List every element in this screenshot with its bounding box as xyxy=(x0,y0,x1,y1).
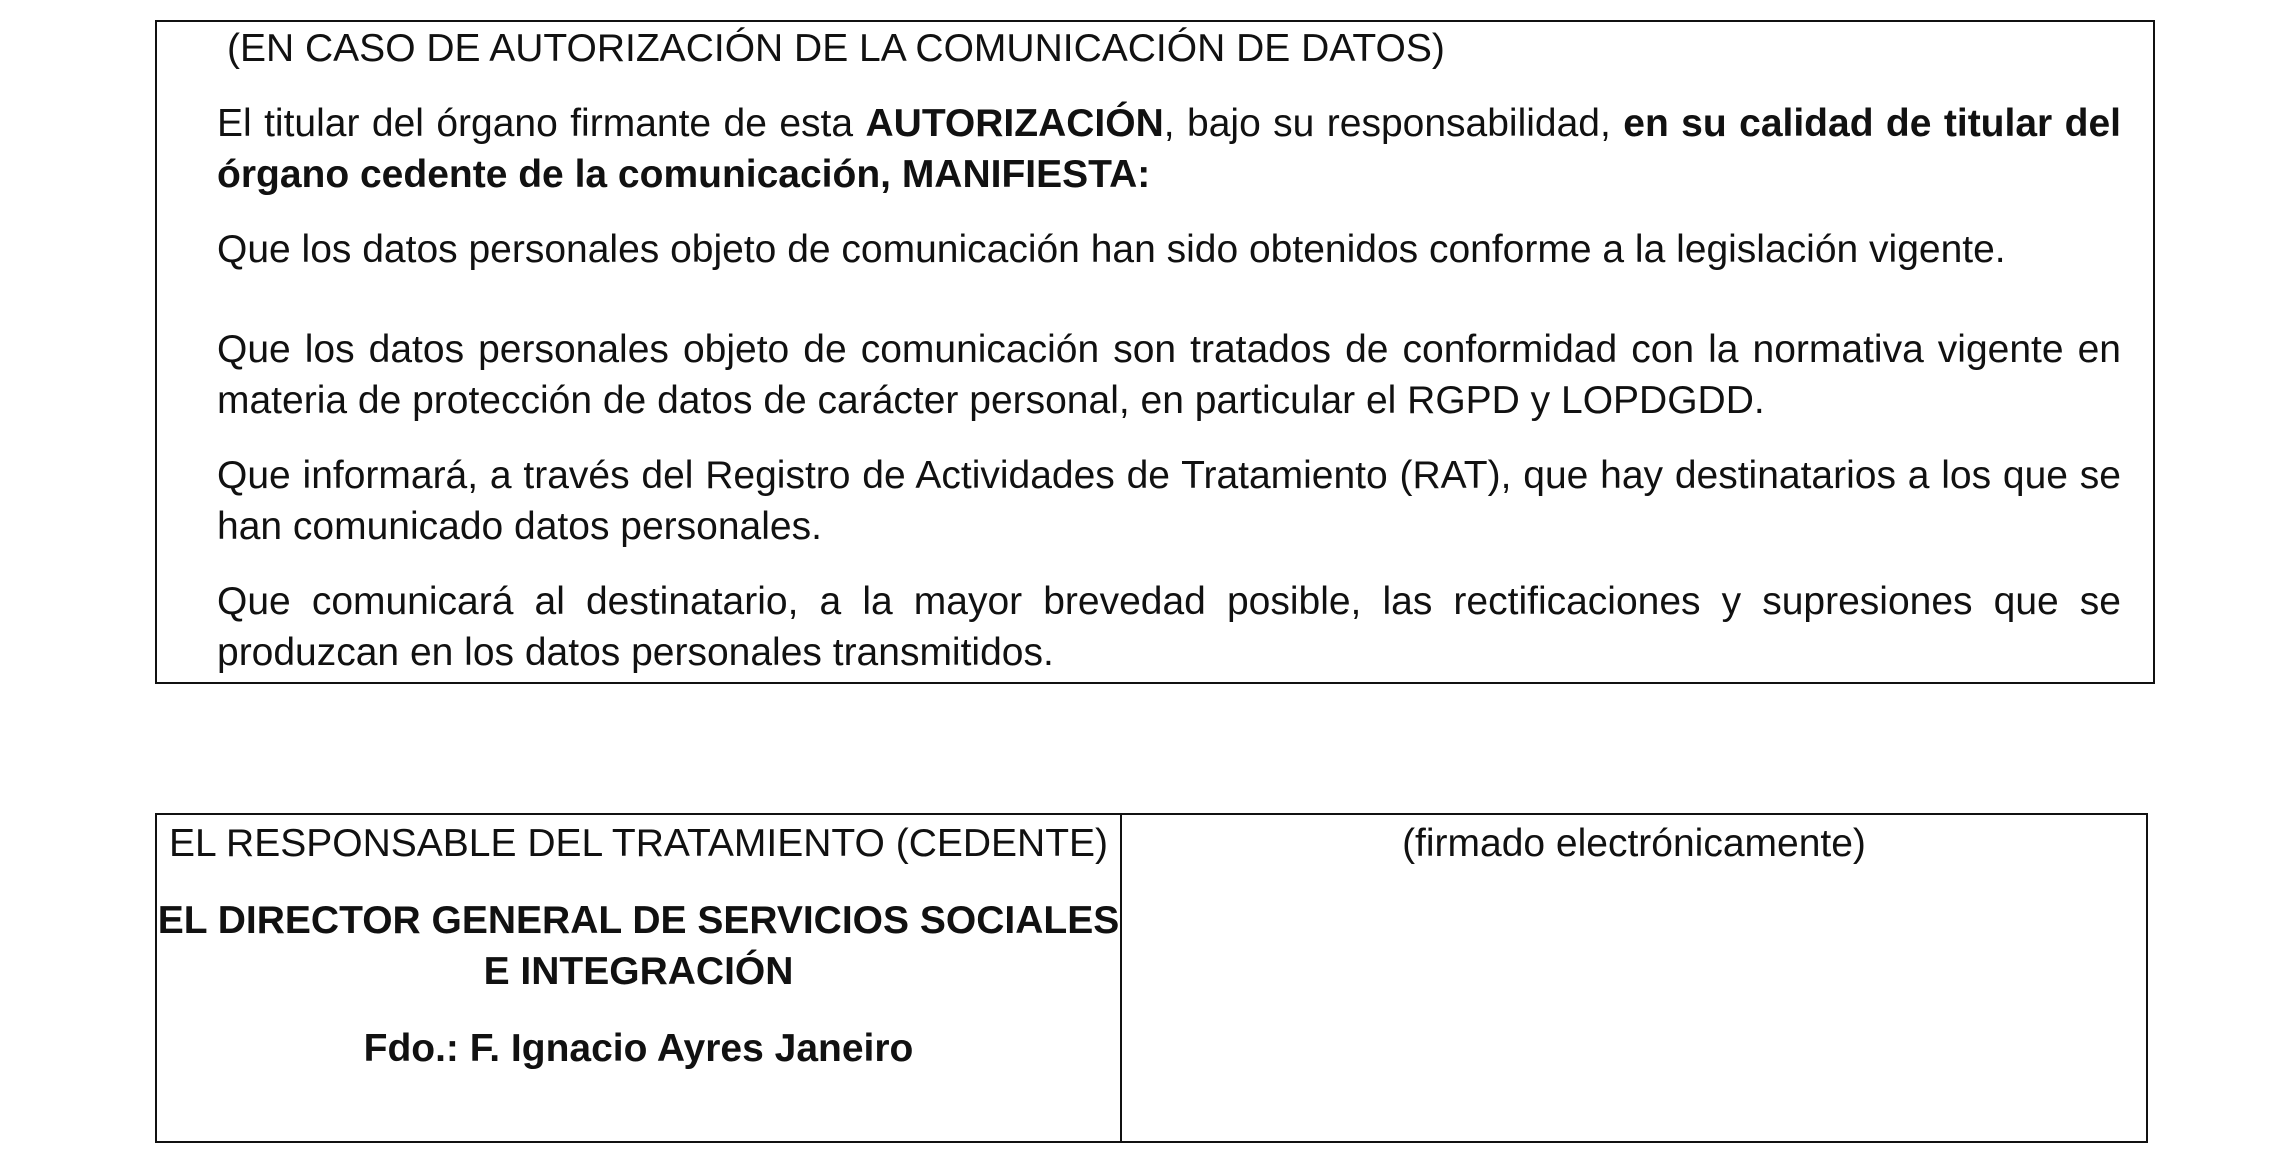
intro-paragraph xyxy=(217,98,2121,200)
electronic-signature-note: (firmado electrónicamente) xyxy=(1402,822,1866,865)
statement-paragraph: Que los datos personales objeto de comunicación han sido obtenidos conforme a la legislación vigente. xyxy=(217,228,2006,271)
signature-cell xyxy=(1121,814,2147,1142)
signatory-name: Fdo.: F. Ignacio Ayres Janeiro xyxy=(363,1027,914,1070)
statement-paragraph: Que los datos personales objeto de comunicación son tratados de conformidad con la normativa vigente en materia de protección de datos de carácter personal, en particular el RGPD y LOPDGDD. xyxy=(217,328,2121,422)
director-title: EL DIRECTOR GENERAL DE SERVICIOS SOCIALES E INTEGRACIÓN xyxy=(157,899,1120,993)
responsible-role: EL RESPONSABLE DEL TRATAMIENTO (CEDENTE) xyxy=(168,822,1109,865)
statement-paragraph: Que informará, a través del Registro de Actividades de Tratamiento (RAT), que hay destinatarios a los que se han comunicado datos personales. xyxy=(217,454,2121,548)
intro-bold-manifiesta: en su calidad de titular del órgano cedente de la comunicación, MANIFIESTA: xyxy=(217,102,2121,196)
intro-bold-authorization: AUTORIZACIÓN xyxy=(865,102,1164,145)
intro-text-2: , bajo su responsabilidad, xyxy=(1163,102,1624,145)
signature-table xyxy=(155,813,2148,1143)
intro-text-1: El titular del órgano firmante de esta xyxy=(217,102,866,145)
signatory-cell xyxy=(156,814,1121,1142)
statement-paragraph: Que comunicará al destinatario, a la mayor brevedad posible, las rectificaciones y supresiones que se produzcan en los datos personales transmitidos. xyxy=(217,580,2121,674)
authorization-box xyxy=(155,20,2155,684)
section-heading: (EN CASO DE AUTORIZACIÓN DE LA COMUNICACIÓN DE DATOS) xyxy=(227,27,1445,70)
